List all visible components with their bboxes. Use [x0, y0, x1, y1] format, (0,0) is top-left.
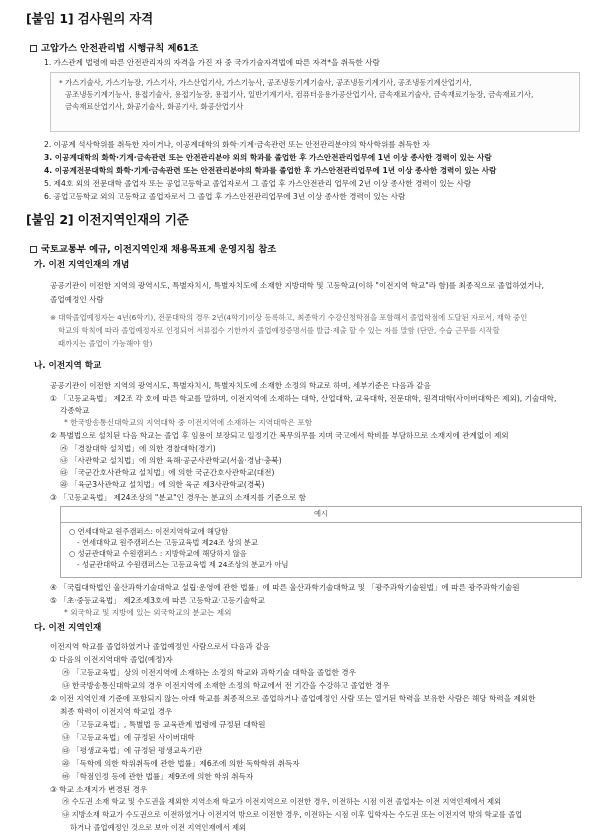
ga-note-2: 학교의 학칙에 따라 졸업예정자로 인정되어 서류접수 기한까지 졸업예정증명서를 발급·제출 할 수 있는 자를 말함 (단만, 수습 근무를 시작할	[58, 326, 500, 335]
da-l2g: ㉲ 「학점인정 등에 관한 법률」제9조에 의한 학위 취득자	[62, 772, 254, 781]
da-l2e: ㉰ 「평생교육법」에 규정된 평생교육기관	[62, 746, 203, 755]
example-line: ○ 성균관대학교 수원캠퍼스 : 지방학교에 해당하지 않음	[69, 549, 247, 559]
na-l5: ⑤ 「초·중등교육법」 제2조제3호에 따른 고등학교·고등기술학교	[50, 596, 265, 605]
da-l1: ① 다음의 이전지역대학 졸업(예정)자	[50, 655, 173, 664]
na-l4: ④ 「국립대학법인 울산과학기술대학교 설립·운영에 관한 법률」에 따른 울산과학기술대학교 및 「광주과학기술원법」에 따른 광주과학기술원	[50, 583, 520, 592]
ga-note-3: 때까지는 졸업이 가능해야 함)	[58, 339, 153, 348]
na-l1b: 각종학교	[60, 406, 90, 415]
section1-title: [붙임 1] 검사원의 자격	[26, 11, 153, 26]
da-l3b: ㉯ 지방소재 학교가 수도권으로 이전하였거나 이전지역 밖으로 이전한 경우, 이전하는 시점 이후 입학자는 수도권 또는 이전지역 밖의 학교를 졸업	[62, 810, 523, 819]
na-l2: ② 특별법으로 설치된 다음 학교는 졸업 후 임용이 보장되고 일정기간 복무의무를 지며 국고에서 학비를 부담하므로 소재지에 관계없이 제외	[50, 431, 509, 440]
item-4: 4. 이공계전문대학의 화학·기계·금속관련 또는 안전관리분야의 학과를 졸업한 후 가스안전관리업무에 1년 이상 종사한 경력이 있는 사람	[44, 166, 497, 175]
da-p1: 이전지역 학교를 졸업하였거나 졸업예정인 사람으로서 다음과 같음	[50, 642, 270, 651]
da-l2c: ㉮ 「고등교육법」, 특별법 등 교육관계 법령에 규정된 대학원	[62, 720, 266, 729]
box-line: 금속재료산업기사, 화공기술사, 화공기사, 화공산업기사	[65, 101, 244, 111]
ga-note-1: ※ 대학졸업예정자는 4년(6학기), 전문대학의 경우 2년(4학기)이상 등록하고, 최종학기 수강신청학점을 포함해서 졸업학점에 도달된 자로서, 재학 중인	[50, 313, 528, 322]
ga-p2: 졸업예정인 사람	[50, 295, 104, 304]
da-l2b: 최종 학력이 이전지역 학교일 경우	[60, 707, 173, 716]
na-p1: 공공기관이 이전한 지역의 광역시도, 특별자치시, 특별자치도에 소재한 소정의 학교로 하며, 세부기준은 다음과 같음	[50, 381, 431, 390]
checkbox-square-icon	[30, 246, 37, 253]
example-box	[60, 506, 582, 578]
section2-title: [붙임 2] 이전지역인재의 기준	[26, 212, 189, 227]
da-l3: ③ 학교 소재지가 변경된 경우	[50, 785, 148, 794]
na-l1a: ① 「고등교육법」 제2조 각 호에 따른 학교를 말하며, 이전지역에 소재하는 대학, 산업대학, 교육대학, 전문대학, 원격대학(사이버대학은 제외), 기술대학,	[50, 394, 557, 403]
item-6: 6. 공업고등학교 외의 고등학교 졸업자로서 그 졸업 후 가스안전관리업무에 3년 이상 종사한 경력이 있는 사람	[44, 192, 406, 201]
na-l2c: ㉰ 「국군간호사관학교 설치법」에 의한 국군간호사관학교(대전)	[60, 468, 275, 477]
da-l2f: ㉱ 「독학에 의한 학위취득에 관한 법률」제6조에 의한 독학학위 취득자	[62, 759, 300, 768]
ref-heading-text: 국토교통부 예규, 이전지역인재 채용목표제 운영지침 참조	[41, 244, 277, 255]
item-1: 1. 가스관계 법령에 따른 안전관리자의 자격을 가진 자 중 국가기술자격법에 따른 자격*을 취득한 사람	[44, 58, 380, 67]
da-l2d: ㉯ 「고등교육법」에 규정된 사이버대학	[62, 733, 195, 742]
checkbox-square-icon	[30, 45, 37, 52]
example-line: - 성균관대학교 수원캠퍼스는 고등교육법 제 24조상의 분교가 아님	[77, 560, 289, 570]
da-l3a: ㉮ 수도권 소재 학교 및 수도권을 제외한 지역소재 학교가 이전지역으로 이전한 경우, 이전하는 시점 이전 졸업자는 이전 지역인재에서 제외	[62, 797, 502, 806]
box-line: * 가스기술사, 가스기능장, 가스기사, 가스산업기사, 가스기능사, 공조냉동기계기술사, 공조냉동기계기사, 공조냉동기계산업기사,	[59, 78, 472, 87]
item-3: 3. 이공계대학의 화학·기계·금속관련 또는 안전관리분야 외의 학과를 졸업한 후 가스안전관리업무에 1년 이상 종사한 경력이 있는 사람	[44, 153, 492, 162]
law-heading	[30, 42, 198, 55]
da-l1b: ㉯ 한국방송통신대학교의 경우 이전지역에 소재한 소정의 학교에서 전 기간을 수강하고 졸업한 경우	[62, 681, 390, 690]
ga-p1: 공공기관이 이전한 지역의 광역시도, 특별자치시, 특별자치도에 소재한 지방대학 및 고등학교(이하 "이전지역 학교"라 함)를 최종적으로 졸업하였거나,	[50, 281, 545, 290]
example-line: ○ 연세대학교 원주캠퍼스: 이전지역학교에 해당함	[69, 526, 229, 536]
na-l3: ③ 「고등교육법」 제24조상의 "분교"인 경우는 분교의 소재지를 기준으로 함	[50, 493, 307, 502]
ref-heading	[30, 243, 276, 256]
law-heading-text: 고압가스 안전관리법 시행규칙 제61조	[41, 43, 199, 54]
da-l1a: ㉮ 「고등교육법」상의 이전지역에 소재하는 소정의 학교와 과학기술 대학을 졸업한 경우	[62, 668, 356, 677]
certificate-list-box	[50, 72, 580, 132]
na-title: 나. 이전지역 학교	[34, 361, 102, 371]
example-box-header: 예시	[61, 507, 581, 523]
da-l3c: 하거나 졸업예정인 것으로 보아 이전 지역인재에서 제외	[70, 823, 247, 832]
na-l5a: * 외국학교 및 지방에 있는 외국학교의 분교는 제외	[64, 608, 232, 617]
example-line: - 연세대학교 원주캠퍼스는 고등교육법 제24조 상의 분교	[77, 537, 258, 547]
da-l2a: ② 이전 지역인재 기준에 포함되지 않는 아래 학교를 최종적으로 졸업하거나 졸업예정인 사람 또는 열거된 학력을 보유한 사람은 해당 학력을 제외한	[50, 694, 536, 703]
item-5: 5. 제4호 외의 전문대학 졸업자 또는 공업고등학교 졸업자로서 그 졸업 후 가스안전관리 업무에 2년 이상 종사한 경력이 있는 사람	[44, 179, 472, 188]
na-l2a: ㉮ 「경찰대학 설치법」에 의한 경찰대학(경기)	[60, 444, 216, 453]
example-box-body	[61, 523, 581, 574]
ga-title: 가. 이전 지역인재의 개념	[34, 260, 130, 270]
item-2: 2. 이공계 석사학위를 취득한 자이거나, 이공계대학의 화학·기계·금속관련 또는 안전관리분야의 학사학위를 취득한 자	[44, 140, 430, 149]
na-l2b: ㉯ 「사관학교 설치법」에 의한 육해·공군사관학교(서울·경남·충북)	[60, 456, 282, 465]
na-l1c: * 한국방송통신대학교의 지역대학 중 이전지역에 소재하는 지역대학은 포함	[64, 418, 313, 427]
box-line: 공조냉동기계기능사, 용접기술사, 용접기능장, 용접기사, 일반기계기사, 컴퓨터응용가공산업기사, 금속재료기술사, 금속재료기능장, 금속재료기사,	[65, 89, 534, 99]
da-title: 다. 이전 지역인재	[34, 623, 102, 633]
na-l2d: ㉱ 「육군3사관학교 설치법」에 의한 육군 제3사관학교(경북)	[60, 480, 265, 489]
